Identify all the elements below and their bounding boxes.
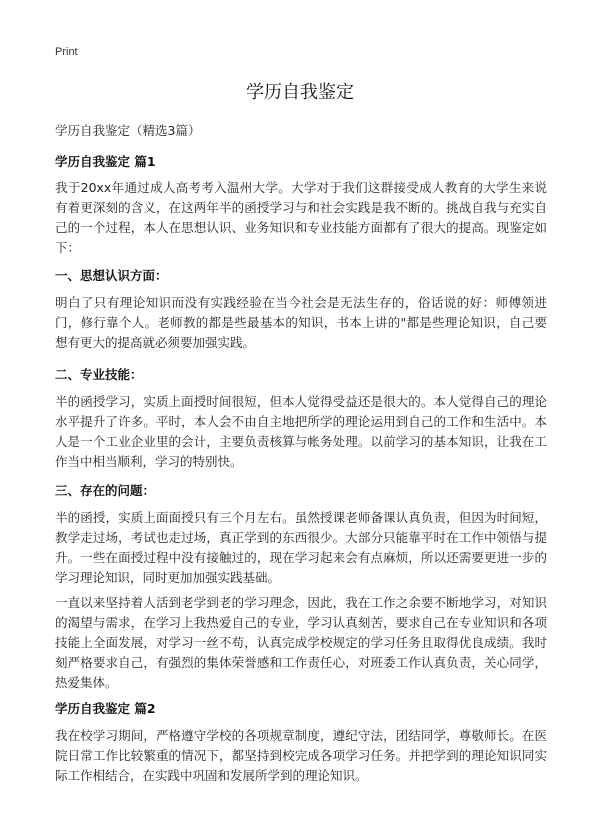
section-heading-skills: 二、专业技能：: [55, 367, 143, 382]
section-text-ideology: 明白了只有理论知识而没有实践经验在当今社会是无法生存的，俗话说的好：师傅领进门，修行靠个人。老师教的都是些最基本的知识，书本上讲的"都是些理论知识，自己要想有更大的提高就必须要加强实践。: [55, 295, 547, 350]
document-subtitle: 学历自我鉴定（精选3篇）: [55, 123, 201, 138]
article-1-intro: 我于20xx年通过成人高考考入温州大学。大学对于我们这群接受成人教育的大学生来说有着更深刻的含义，在这两年半的函授学习与和社会实践是我不断的。挑战自我与充实自己的一个过程，本人在思想认识、业务知识和专业技能方面都有了很大的提高。现鉴定如下：: [55, 180, 547, 255]
article-2-text: 我在校学习期间，严格遵守学校的各项规章制度，遵纪守法，团结同学，尊敬师长。在医院日常工作比较繁重的情况下，都坚持到校完成各项学习任务。并把学到的理论知识同实际工作相结合，在实践中巩固和发展所学到的理论知识。: [55, 728, 547, 783]
article-1-closing: 一直以来坚持着人活到老学到老的学习理念，因此，我在工作之余要不断地学习，对知识的渴望与需求，在学习上我热爱自己的专业，学习认真刻苦，要求自己在专业知识和各项技能上全面发展，对学习一丝不苟，认真完成学校规定的学习任务且取得优良成绩。我时刻严格要求自己，有强烈的集体荣誉感和工作责任心，对班委工作认真负责，关心同学，热爱集体。: [55, 595, 547, 690]
section-heading-ideology: 一、思想认识方面：: [55, 268, 168, 283]
print-link[interactable]: Print: [55, 46, 78, 58]
page-title: 学历自我鉴定: [246, 82, 354, 103]
section-text-skills: 半的函授学习，实质上面授时间很短，但本人觉得受益还是很大的。本人觉得自己的理论水平提升了许多。平时，本人会不由自主地把所学的理论运用到自己的工作和生活中。本人是一个工业企业里的会计，主要负责核算与帐务处理。以前学习的基本知识，让我在工作当中相当顺利，学习的特别快。: [55, 394, 547, 469]
section-heading-problems: 三、存在的问题：: [55, 483, 156, 498]
article-2-heading: 学历自我鉴定 篇2: [55, 701, 156, 716]
article-1-heading: 学历自我鉴定 篇1: [55, 154, 156, 169]
section-text-problems: 半的函授，实质上面面授只有三个月左右。虽然授课老师备课认真负责，但因为时间短，教学走过场，考试也走过场，真正学到的东西很少。大部分只能靠平时在工作中领悟与提升。一些在面授过程中没有接触过的，现在学习起来会有点麻烦，所以还需要更进一步的学习理论知识，同时更加加强实践基础。: [55, 510, 547, 585]
